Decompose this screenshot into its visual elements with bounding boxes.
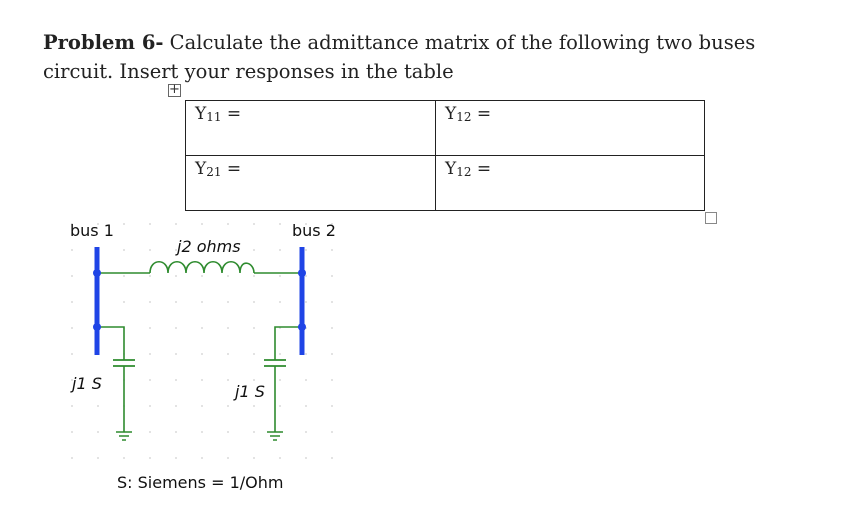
grid-dot [253, 249, 255, 251]
grid-dot [123, 301, 125, 303]
grid-dot [149, 327, 151, 329]
grid-dot [253, 431, 255, 433]
grid-dot [305, 275, 307, 277]
grid-dot [175, 275, 177, 277]
grid-dot [97, 457, 99, 459]
cell-y11-label: $Y_{11}$ = [195, 104, 242, 124]
grid-dot [253, 275, 255, 277]
cell-y22-label: $Y_{12}$ = [445, 159, 492, 179]
grid-dot [149, 353, 151, 355]
grid-dot [305, 353, 307, 355]
bus-1-label: bus 1 [70, 221, 114, 240]
shunt-left-label: j1 S [72, 374, 102, 393]
grid-dot [253, 223, 255, 225]
grid-dot [253, 457, 255, 459]
grid-dot [175, 327, 177, 329]
grid-dot [279, 301, 281, 303]
grid-dot [279, 275, 281, 277]
grid-dot [149, 431, 151, 433]
bus-1-node-top [93, 269, 101, 277]
grid-dot [149, 249, 151, 251]
grid-dot [331, 405, 333, 407]
grid-dot [279, 379, 281, 381]
grid-dot [305, 249, 307, 251]
grid-dot [227, 327, 229, 329]
grid-dot [175, 457, 177, 459]
grid-dot [71, 327, 73, 329]
grid-dot [227, 353, 229, 355]
grid-dot [149, 301, 151, 303]
bus-2-node-bottom [298, 323, 306, 331]
grid-dot [71, 353, 73, 355]
grid-dot [227, 405, 229, 407]
grid-dot [305, 405, 307, 407]
wires [97, 273, 302, 432]
grid-dot [201, 275, 203, 277]
grid-dot [149, 379, 151, 381]
grid-dots [71, 223, 333, 459]
grid-dot [253, 327, 255, 329]
grid-dot [279, 405, 281, 407]
grid-dot [123, 275, 125, 277]
grid-dot [175, 379, 177, 381]
grid-dot [201, 405, 203, 407]
grid-dot [331, 379, 333, 381]
grid-dot [279, 223, 281, 225]
cell-y12-label: $Y_{12}$ = [445, 104, 492, 124]
grid-dot [149, 457, 151, 459]
grid-dot [175, 223, 177, 225]
grid-dot [149, 405, 151, 407]
grid-dot [71, 249, 73, 251]
bus-2-node-top [298, 269, 306, 277]
grid-dot [201, 223, 203, 225]
grid-dot [331, 249, 333, 251]
grid-dot [227, 379, 229, 381]
grid-dot [253, 405, 255, 407]
grid-dot [201, 353, 203, 355]
grid-dot [149, 223, 151, 225]
grid-dot [71, 405, 73, 407]
grid-dot [305, 379, 307, 381]
grid-dot [71, 301, 73, 303]
grid-dot [175, 431, 177, 433]
grid-dot [71, 457, 73, 459]
grid-dot [227, 275, 229, 277]
grid-dot [175, 301, 177, 303]
capacitor-left [113, 360, 135, 366]
bus-1-node-bottom [93, 323, 101, 331]
table-move-handle-icon[interactable]: + [169, 82, 180, 97]
cell-y21-label: $Y_{21}$ = [195, 159, 242, 179]
line-impedance-label: j2 ohms [177, 237, 241, 256]
grid-dot [123, 249, 125, 251]
capacitor-right [264, 360, 286, 366]
problem-label: Problem 6- [43, 31, 164, 54]
grid-dot [305, 431, 307, 433]
grid-dot [253, 379, 255, 381]
grid-dot [331, 431, 333, 433]
grid-dot [123, 457, 125, 459]
grid-dot [227, 431, 229, 433]
grid-dot [97, 431, 99, 433]
grid-dot [279, 353, 281, 355]
grid-dot [201, 457, 203, 459]
grid-dot [227, 457, 229, 459]
problem-text: Calculate the admittance matrix of the following two buses circuit. Insert your responses in the table [43, 31, 756, 83]
grid-dot [149, 275, 151, 277]
grid-dot [253, 301, 255, 303]
grid-dot [227, 301, 229, 303]
grid-dot [201, 301, 203, 303]
grid-dot [331, 353, 333, 355]
grid-dot [279, 457, 281, 459]
grid-dot [71, 431, 73, 433]
grid-dot [331, 275, 333, 277]
grid-dot [97, 405, 99, 407]
grid-dot [201, 327, 203, 329]
ground-right-icon [267, 432, 283, 440]
grid-dot [305, 301, 307, 303]
grid-dot [227, 223, 229, 225]
grid-dot [331, 301, 333, 303]
shunt-right-label: j1 S [235, 382, 265, 401]
grid-dot [201, 431, 203, 433]
grid-dot [123, 223, 125, 225]
grid-dot [331, 327, 333, 329]
grid-dot [71, 275, 73, 277]
grid-dot [175, 405, 177, 407]
bus-2-label: bus 2 [292, 221, 336, 240]
footnote-units: S: Siemens = 1/Ohm [117, 473, 284, 492]
grid-dot [175, 353, 177, 355]
ground-left-icon [116, 432, 132, 440]
grid-dot [279, 249, 281, 251]
grid-dot [253, 353, 255, 355]
grid-dot [331, 457, 333, 459]
grid-dot [201, 379, 203, 381]
inductor-symbol [150, 262, 254, 273]
grid-dot [305, 457, 307, 459]
